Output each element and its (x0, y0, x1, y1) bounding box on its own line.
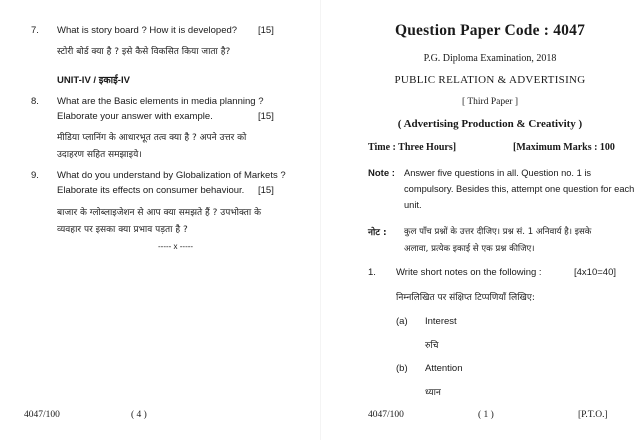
unit-heading: UNIT-IV / इकाई-IV (57, 75, 130, 86)
note-label: Note : (368, 168, 395, 179)
question-text: Elaborate your answer with example. (57, 111, 213, 122)
hindi-note-text: कुल पाँच प्रश्नों के उत्तर दीजिए। प्रश्न सं. 1 अनिवार्य है। इसके (404, 227, 592, 237)
footer-page-number: ( 4 ) (131, 410, 147, 420)
item-text-hindi: ध्यान (425, 388, 441, 398)
question-marks: [4x10=40] (574, 267, 616, 278)
end-of-paper-mark: ----- x ----- (158, 242, 194, 251)
item-text: Attention (425, 363, 463, 374)
question-text-hindi: स्टोरी बोर्ड क्या है ? इसे कैसे विकसित किया जाता है? (57, 47, 231, 57)
question-text-hindi: निम्नलिखित पर संक्षिप्त टिप्पणियाँ लिखिए: (396, 293, 535, 303)
item-label: (b) (396, 363, 408, 374)
question-text: What do you understand by Globalization of Markets ? (57, 170, 286, 181)
question-number: 1. (368, 267, 376, 278)
exam-name: P.G. Diploma Examination, 2018 (423, 53, 557, 64)
question-number: 9. (31, 170, 39, 181)
paper-title: ( Advertising Production & Creativity ) (397, 118, 583, 130)
question-text-hindi: मीडिया प्लानिंग के आधारभूत तत्व क्या है ? अपने उत्तर को (57, 133, 247, 143)
note-text: unit. (404, 200, 422, 210)
page-divider (320, 0, 321, 440)
max-marks-label: [Maximum Marks : 100 (513, 142, 615, 153)
page-title: Question Paper Code : 4047 (394, 22, 586, 39)
note-text: Answer five questions in all. Question no. 1 is (404, 168, 592, 178)
question-text: Write short notes on the following : (396, 267, 542, 278)
item-label: (a) (396, 316, 408, 327)
paper-number: [ Third Paper ] (461, 97, 519, 107)
question-text-hindi: व्यवहार पर इसका क्या प्रभाव पड़ता है ? (57, 225, 188, 235)
question-number: 8. (31, 96, 39, 107)
item-text-hindi: रुचि (425, 341, 439, 351)
question-number: 7. (31, 25, 39, 36)
time-label: Time : Three Hours] (368, 142, 457, 153)
hindi-note-text: अलावा, प्रत्येक इकाई से एक प्रश्न कीजिए। (404, 244, 535, 254)
question-text: What is story board ? How it is developed? (57, 25, 238, 36)
question-marks: [15] (258, 111, 274, 122)
footer-paper-code: 4047/100 (24, 410, 60, 420)
question-text: Elaborate its effects on consumer behaviour. (57, 185, 245, 196)
question-marks: [15] (258, 185, 274, 196)
question-marks: [15] (258, 25, 274, 36)
question-text-hindi: उदाहरण सहित समझाइये। (57, 150, 142, 160)
subject-name: PUBLIC RELATION & ADVERTISING (394, 74, 586, 86)
footer-pto: [P.T.O.] (578, 410, 608, 420)
item-text: Interest (425, 316, 457, 327)
question-text-hindi: बाजार के ग्लोब्लाइजेशन से आप क्या समझते हैं ? उपभोक्ता के (57, 208, 262, 218)
note-text: compulsory. Besides this, attempt one question for each (404, 184, 635, 194)
hindi-note-label: नोट : (368, 228, 387, 238)
question-text: What are the Basic elements in media planning ? (57, 96, 264, 107)
footer-paper-code: 4047/100 (368, 410, 404, 420)
footer-page-number: ( 1 ) (478, 410, 494, 420)
